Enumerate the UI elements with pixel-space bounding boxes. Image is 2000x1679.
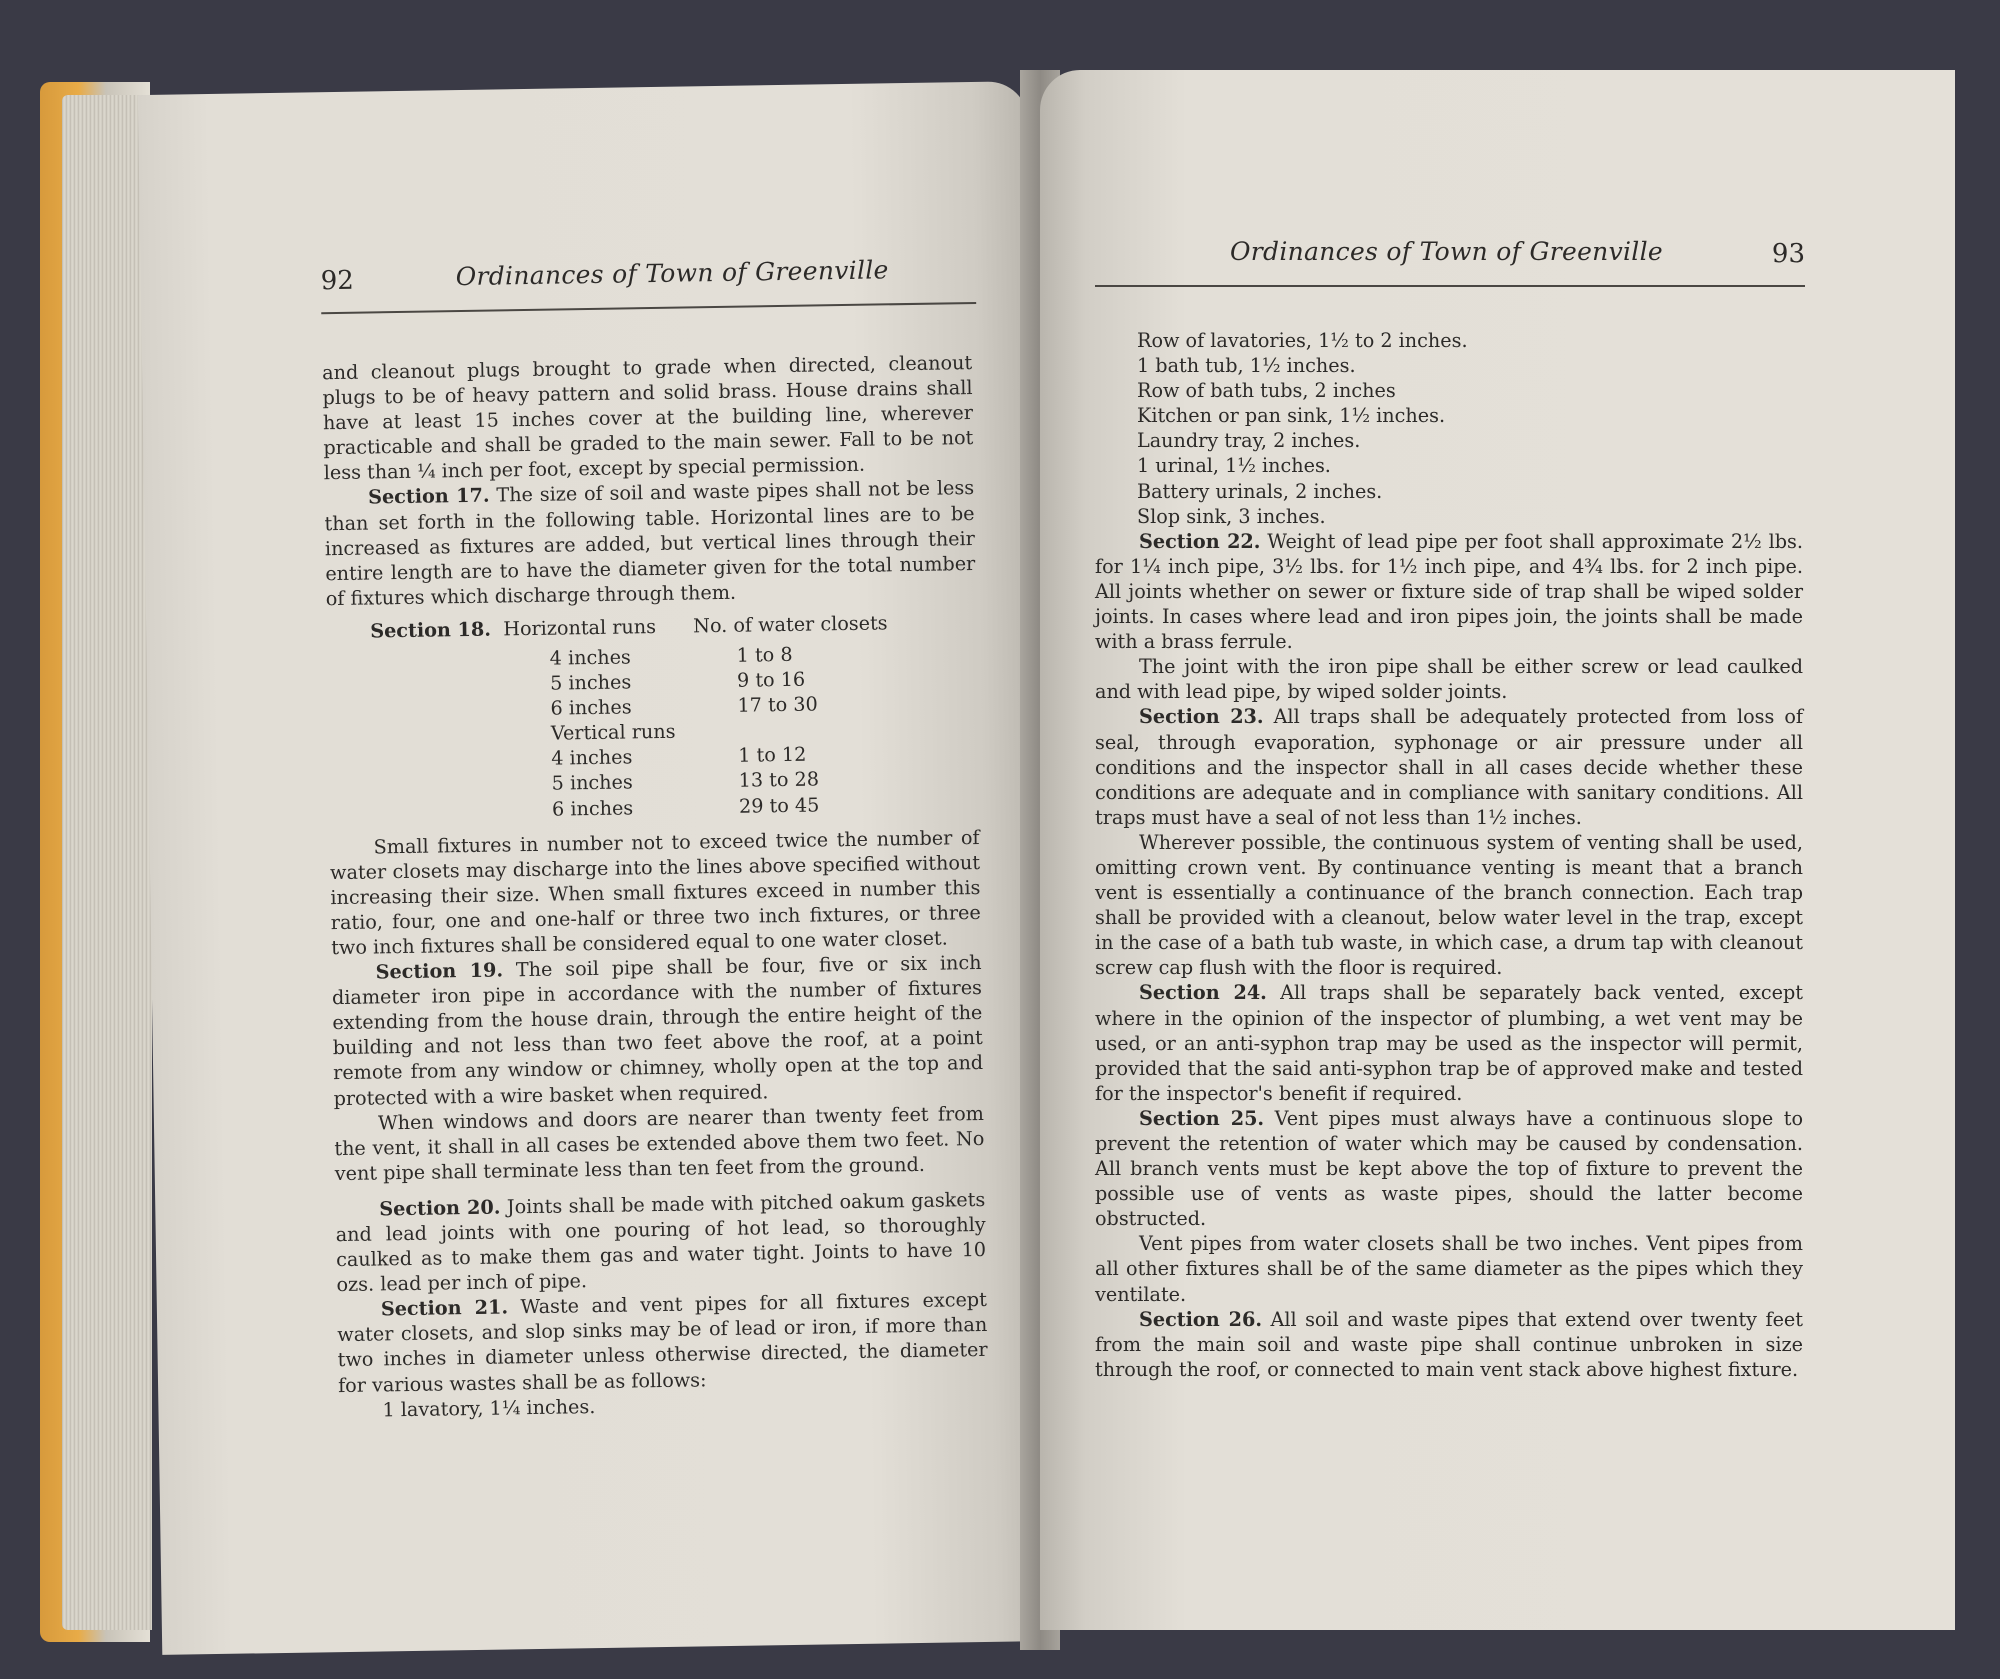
left-page-header bbox=[320, 252, 976, 314]
running-head: Ordinances of Town of Greenville bbox=[455, 255, 889, 292]
table-cell: 17 to 30 bbox=[737, 692, 818, 717]
table-cell: 5 inches bbox=[551, 770, 633, 796]
section-label: Section 25. bbox=[1139, 1106, 1265, 1130]
paragraph: The joint with the iron pipe shall be either screw or lead caulked and with lead pipe, by wiped solder joints. bbox=[1095, 655, 1803, 704]
section-label: Section 17. bbox=[367, 484, 490, 509]
running-head: Ordinances of Town of Greenville bbox=[1230, 237, 1663, 266]
list-item: 1 urinal, 1½ inches. bbox=[1137, 454, 1331, 478]
section-text: All traps shall be separately back vented, except where in the opinion of the inspector of plumbing, a wet vent may be used, or an anti-syphon trap may be used as the inspector will permit, provided that the said anti-syphon trap be of approved make and tested for the inspector's benefit if required. bbox=[1095, 981, 1803, 1105]
section-22 bbox=[1095, 529, 1803, 654]
right-page-body bbox=[1095, 328, 1803, 1382]
table-cell: 1 to 8 bbox=[736, 642, 793, 667]
table-cell: 6 inches bbox=[551, 795, 634, 821]
section-text: All traps shall be adequately protected from loss of seal, through evaporation, syphonage or air pressure under all conditions and the inspector shall in all cases decide whether these conditions are adequate and in compliance with sanitary conditions. All traps must have a seal of not less than 1½ inches. bbox=[1095, 705, 1803, 829]
right-page bbox=[1040, 70, 1955, 1630]
table-cell: 29 to 45 bbox=[738, 792, 820, 818]
list-item: 1 bath tub, 1½ inches. bbox=[1137, 354, 1356, 378]
list-item: Row of bath tubs, 2 inches bbox=[1137, 379, 1396, 403]
list-item: Row of lavatories, 1½ to 2 inches. bbox=[1137, 329, 1468, 352]
table-subheading: Vertical runs bbox=[550, 719, 676, 745]
page-number: 93 bbox=[1771, 239, 1805, 269]
section-label: Section 26. bbox=[1139, 1307, 1263, 1331]
section-label: Section 23. bbox=[1139, 705, 1264, 729]
table-cell: 6 inches bbox=[550, 695, 632, 720]
section-24 bbox=[1095, 980, 1803, 1105]
section-text: All soil and waste pipes that extend over twenty feet from the main soil and waste pipe shall continue unbroken in size through the roof, or connected to main vent stack above highest fixture. bbox=[1095, 1307, 1803, 1381]
pipe-size-table bbox=[326, 609, 979, 825]
section-text: Joints shall be made with pitched oakum gaskets and lead joints with one pouring of hot lead, so thoroughly caulked as to make them gas and water tight. Joints to have 10 ozs. lead per inch of pipe. bbox=[335, 1187, 987, 1297]
section-text: The size of soil and waste pipes shall not be less than set forth in the following table. Horizontal lines are to be increased as fixtures are added, but vertical lines through their entire length are to have the diameter given for the total number of fixtures which discharge through them. bbox=[324, 476, 976, 611]
section-text: Weight of lead pipe per foot shall approximate 2½ lbs. for 1¼ inch pipe, 3½ lbs. for 1½ inch pipe, and 4¾ lbs. for 2 inch pipe. All joints whether on sewer or fixture side of trap shall be wiped solder joints. In cases where lead and iron pipes join, the joints shall be made with a brass ferrule. bbox=[1095, 529, 1803, 654]
paragraph: Small fixtures in number not to exceed twice the number of water closets may discharge into the lines above specified without increasing their size. When small fixtures exceed in number this ratio, four, one and one-half or three two inch fixtures, or three two inch fixtures shall be considered equal to one water closet. bbox=[329, 825, 981, 960]
left-page-body bbox=[322, 350, 989, 1423]
paragraph: Wherever possible, the continuous system of venting shall be used, omitting crown vent. By continuance venting is meant that a branch vent is essentially a continuance of the branch connection. Each trap shall be provided with a cleanout, below water level in the trap, except in the case of a bath tub waste, in which case, a drum tap with cleanout screw cap flush with the floor is required. bbox=[1095, 830, 1803, 980]
section-label: Section 24. bbox=[1139, 981, 1267, 1005]
section-text: Vent pipes must always have a continuous slope to prevent the retention of water which may be caused by condensation. All branch vents must be kept above the top of fixture to prevent the possible use of vents as waste pipes, should the latter become obstructed. bbox=[1095, 1106, 1803, 1231]
section-26 bbox=[1095, 1307, 1803, 1382]
pipe-size-list bbox=[1095, 328, 1803, 529]
list-item: Kitchen or pan sink, 1½ inches. bbox=[1137, 404, 1446, 428]
table-cell: 9 to 16 bbox=[736, 667, 806, 692]
section-text: Waste and vent pipes for all fixtures except water closets, and slop sinks may be of lead or iron, if more than two inches in diameter unless otherwise directed, the diameter for various wastes shall be as follows: bbox=[337, 1288, 988, 1397]
left-page bbox=[138, 81, 1052, 1655]
list-item: Battery urinals, 2 inches. bbox=[1137, 479, 1383, 503]
section-20 bbox=[335, 1187, 986, 1298]
page-stack bbox=[62, 95, 152, 1630]
column-header: No. of water closets bbox=[693, 611, 888, 638]
section-label: Section 21. bbox=[380, 1295, 509, 1321]
list-item: Laundry tray, 2 inches. bbox=[1137, 429, 1361, 453]
table-cell: 1 to 12 bbox=[738, 742, 807, 768]
list-item: Slop sink, 3 inches. bbox=[1137, 504, 1326, 528]
section-17 bbox=[324, 475, 976, 611]
section-19 bbox=[331, 950, 983, 1111]
section-23 bbox=[1095, 704, 1803, 829]
paragraph: When windows and doors are nearer than twenty feet from the vent, it shall in all cases be extended above them two feet. No vent pipe shall terminate less than ten feet from the ground. bbox=[334, 1101, 985, 1185]
list-item: 1 lavatory, 1¼ inches. bbox=[382, 1394, 596, 1422]
paragraph: and cleanout plugs brought to grade when directed, cleanout plugs to be of heavy pattern and solid brass. House drains shall have at least 15 inches cover at the building line, wherever practicable and shall be graded to the main sewer. Fall to be not less than ¼ inch per foot, except by special permission. bbox=[322, 351, 974, 485]
right-page-header bbox=[1095, 235, 1805, 287]
table-cell: 5 inches bbox=[549, 670, 632, 695]
table-cell: 13 to 28 bbox=[738, 767, 820, 793]
section-label: Section 20. bbox=[379, 1195, 501, 1221]
table-cell: 4 inches bbox=[551, 745, 633, 770]
page-number: 92 bbox=[320, 265, 355, 297]
section-21 bbox=[337, 1287, 988, 1398]
table-cell: 4 inches bbox=[549, 645, 631, 670]
section-label: Section 18. bbox=[370, 617, 492, 643]
column-header: Horizontal runs bbox=[503, 614, 657, 641]
section-text: The soil pipe shall be four, five or six inch diameter iron pipe in accordance with the number of fixtures extending from the house drain, through the entire height of the building and not less than two feet above the roof, at a point remote from any window or chimney, wholly open at the top and protected with a wire basket when required. bbox=[331, 951, 984, 1110]
section-label: Section 22. bbox=[1139, 529, 1261, 553]
paragraph: Vent pipes from water closets shall be two inches. Vent pipes from all other fixtures shall be of the same diameter as the pipes which they ventilate. bbox=[1095, 1232, 1803, 1306]
section-label: Section 19. bbox=[375, 958, 504, 984]
section-25 bbox=[1095, 1106, 1803, 1231]
